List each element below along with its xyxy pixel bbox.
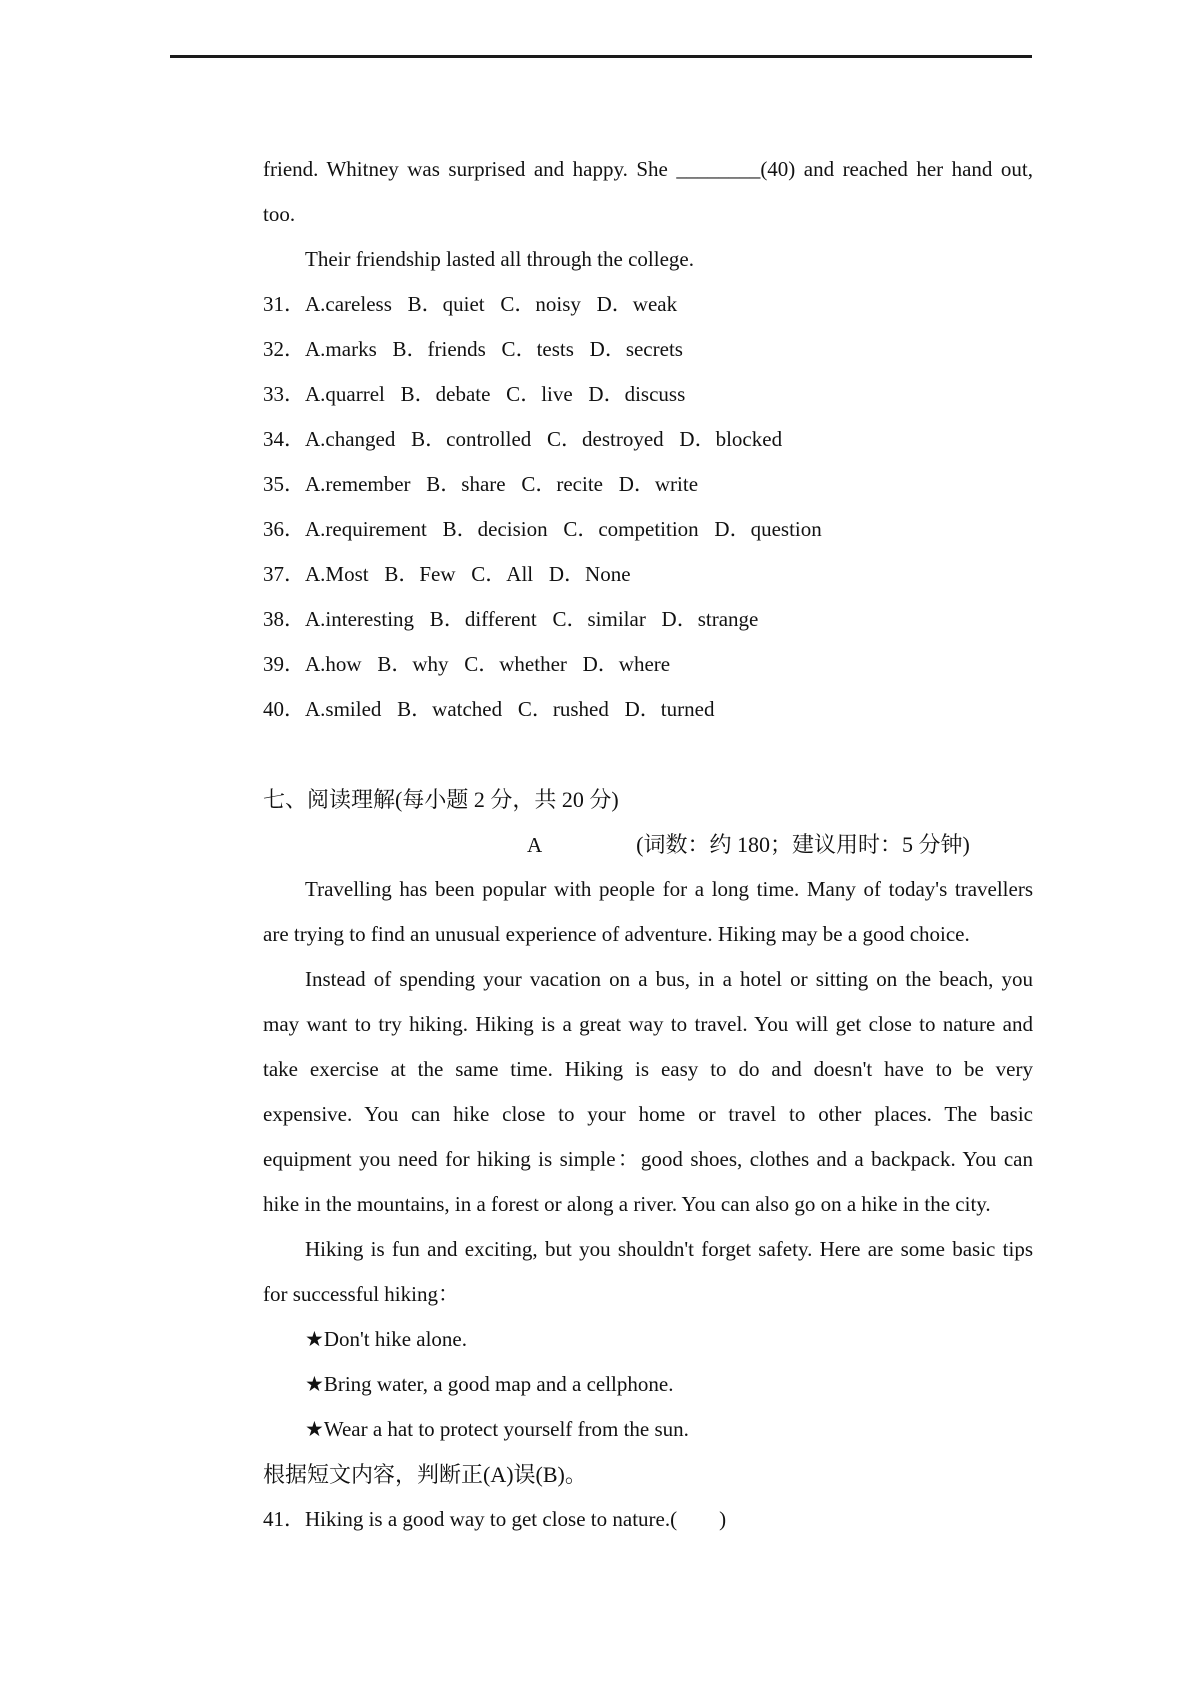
cloze-question-39: 39．A.how B．why C．whether D．where — [263, 652, 671, 676]
section-gap — [263, 732, 1033, 777]
header-rule — [170, 55, 1032, 58]
cloze-question-40: 40．A.smiled B．watched C．rushed D．turned — [263, 697, 715, 721]
cloze-question-34: 34．A.changed B．controlled C．destroyed D．blocked — [263, 427, 783, 451]
reading-line: are trying to find an unusual experience of adventure. Hiking may be a good choice. — [263, 922, 970, 946]
reading-line: equipment you need for hiking is simple：good shoes, clothes and a backpack. You can — [263, 1147, 1033, 1171]
cloze-question-33: 33．A.quarrel B．debate C．live D．discuss — [263, 382, 686, 406]
cloze-passage-line: Their friendship lasted all through the college. — [305, 247, 694, 271]
reading-line: Instead of spending your vacation on a bus, in a hotel or sitting on the beach, you — [305, 967, 1033, 991]
tip-line: ★Bring water, a good map and a cellphone. — [305, 1372, 674, 1396]
passage-label: A — [527, 833, 543, 857]
tip-line: ★Wear a hat to protect yourself from the sun. — [305, 1417, 689, 1441]
cloze-question-35: 35．A.remember B．share C．recite D．write — [263, 472, 699, 496]
tip-line: ★Don't hike alone. — [305, 1327, 467, 1351]
reading-line: may want to try hiking. Hiking is a great way to travel. You will get close to nature and — [263, 1012, 1033, 1036]
cloze-question-37: 37．A.Most B．Few C．All D．None — [263, 562, 631, 586]
passage-label-line — [263, 822, 1033, 867]
reading-line: expensive. You can hike close to your home or travel to other places. The basic — [263, 1102, 1033, 1126]
document-content — [263, 147, 1033, 1542]
reading-line: take exercise at the same time. Hiking is easy to do and doesn't have to be very — [263, 1057, 1033, 1081]
cloze-question-31: 31．A.careless B．quiet C．noisy D．weak — [263, 292, 678, 316]
section-heading: 七、阅读理解(每小题 2 分，共 20 分) — [263, 787, 619, 812]
cloze-question-32: 32．A.marks B．friends C．tests D．secrets — [263, 337, 683, 361]
question-41: 41．Hiking is a good way to get close to nature.( ) — [263, 1507, 727, 1531]
cloze-question-36: 36．A.requirement B．decision C．competition D．question — [263, 517, 822, 541]
instruction-line: 根据短文内容，判断正(A)误(B)。 — [263, 1462, 587, 1487]
reading-line: for successful hiking： — [263, 1282, 459, 1306]
cloze-passage-line: friend. Whitney was surprised and happy. She ________(40) and reached her hand out, — [263, 157, 1033, 181]
reading-line: Travelling has been popular with people for a long time. Many of today's travellers — [305, 877, 1033, 901]
cloze-question-38: 38．A.interesting B．different C．similar D．strange — [263, 607, 759, 631]
reading-line: Hiking is fun and exciting, but you shouldn't forget safety. Here are some basic tips — [305, 1237, 1033, 1261]
cloze-passage-line: too. — [263, 202, 296, 226]
passage-meta: (词数：约 180；建议用时：5 分钟) — [636, 832, 970, 857]
reading-line: hike in the mountains, in a forest or along a river. You can also go on a hike in the city. — [263, 1192, 991, 1216]
